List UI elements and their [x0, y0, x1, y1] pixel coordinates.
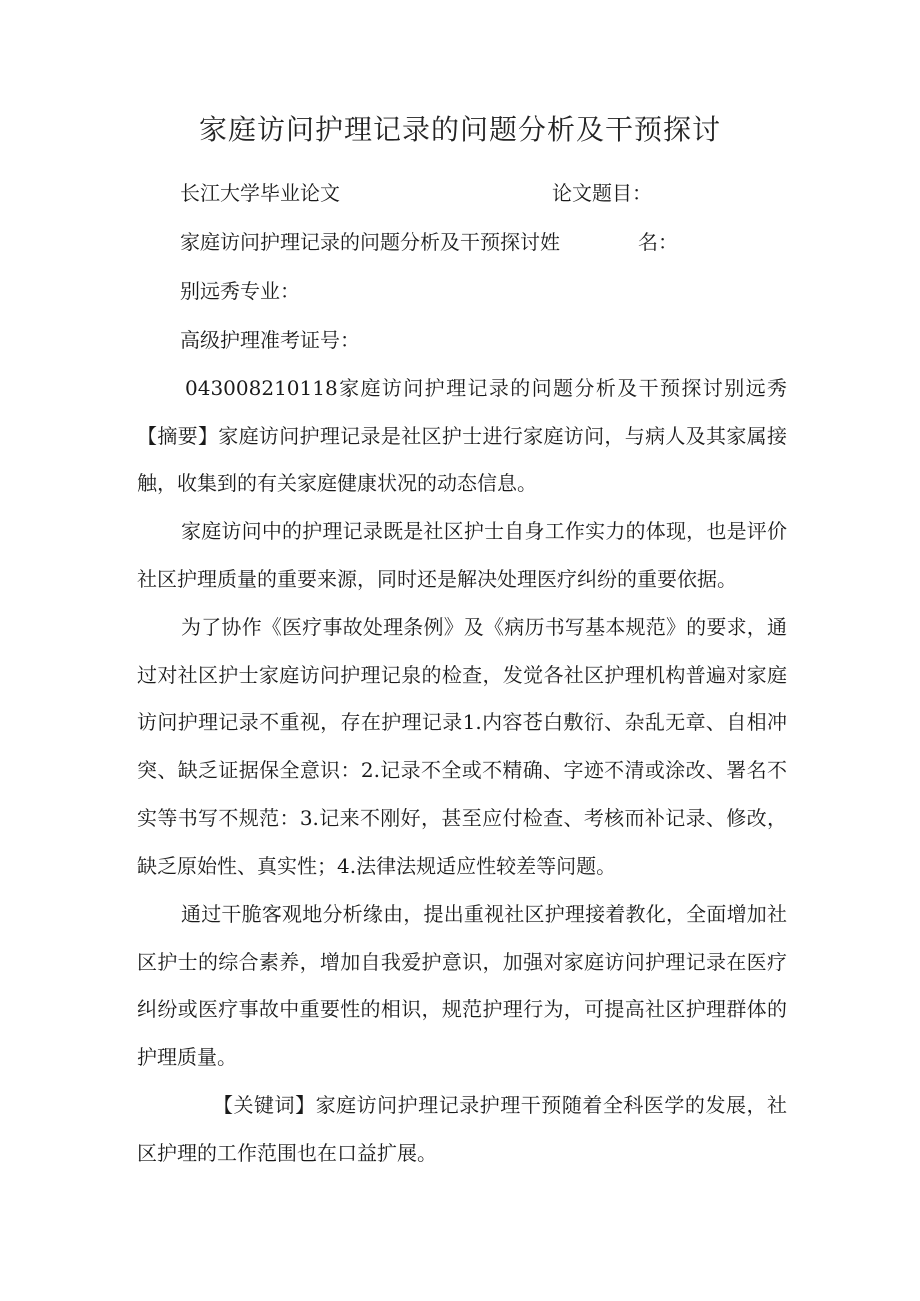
thesis-title-label: 论文题目：	[552, 181, 652, 205]
paragraph-keywords: 【关键词】家庭访问护理记录护理干预随着全科医学的发展，社区护理的工作范围也在口益扩展。	[137, 1093, 787, 1165]
meta-line-name-major: 别远秀专业：	[180, 279, 300, 303]
meta-line-exam-number: 高级护理准考证号：	[180, 328, 360, 352]
paragraph-recommendations: 通过干脆客观地分析缘由，提出重视社区护理接着教化，全面增加社区护士的综合素养，增加自我爱护意识，加强对家庭访问护理记录在医疗纠纷或医疗事故中重要性的相识，规范护理行为，可提高社区护理群体的护理质量。	[137, 902, 787, 1070]
paragraph-significance: 家庭访问中的护理记录既是社区护士自身工作实力的体现，也是评价社区护理质量的重要来源，同时还是解决处理医疗纠纷的重要依据。	[137, 519, 787, 591]
name-label: 名：	[638, 230, 678, 254]
thesis-title-value: 家庭访问护理记录的问题分析及干预探讨姓	[180, 230, 560, 254]
document-title: 家庭访问护理记录的问题分析及干预探讨	[198, 113, 721, 146]
paragraph-problems: 为了协作《医疗事故处理条例》及《病历书写基本规范》的要求，通过对社区护士家庭访问护理记泉的检查，发觉各社区护理机构普遍对家庭访问护理记录不重视，存在护理记录1.内容苍白敷衍、杂乱无章、自相冲突、缺乏证据保全意识：2.记录不全或不精确、字迹不清或涂改、署名不实等书写不规范：3.记来不刚好，甚至应付检查、考核而补记录、修改，缺乏原始性、真实性；4.法律法规适应性较差等问题。	[137, 615, 787, 878]
meta-line-university	[180, 178, 652, 208]
paragraph-abstract: 043008210118家庭访问护理记录的问题分析及干预探讨别远秀【摘要】家庭访问护理记录是社区护士进行家庭访问，与病人及其家属接触，收集到的有关家庭健康状况的动态信息。	[137, 376, 787, 496]
meta-line-thesis-title	[180, 227, 678, 257]
university-label: 长江大学毕业论文	[180, 181, 340, 205]
